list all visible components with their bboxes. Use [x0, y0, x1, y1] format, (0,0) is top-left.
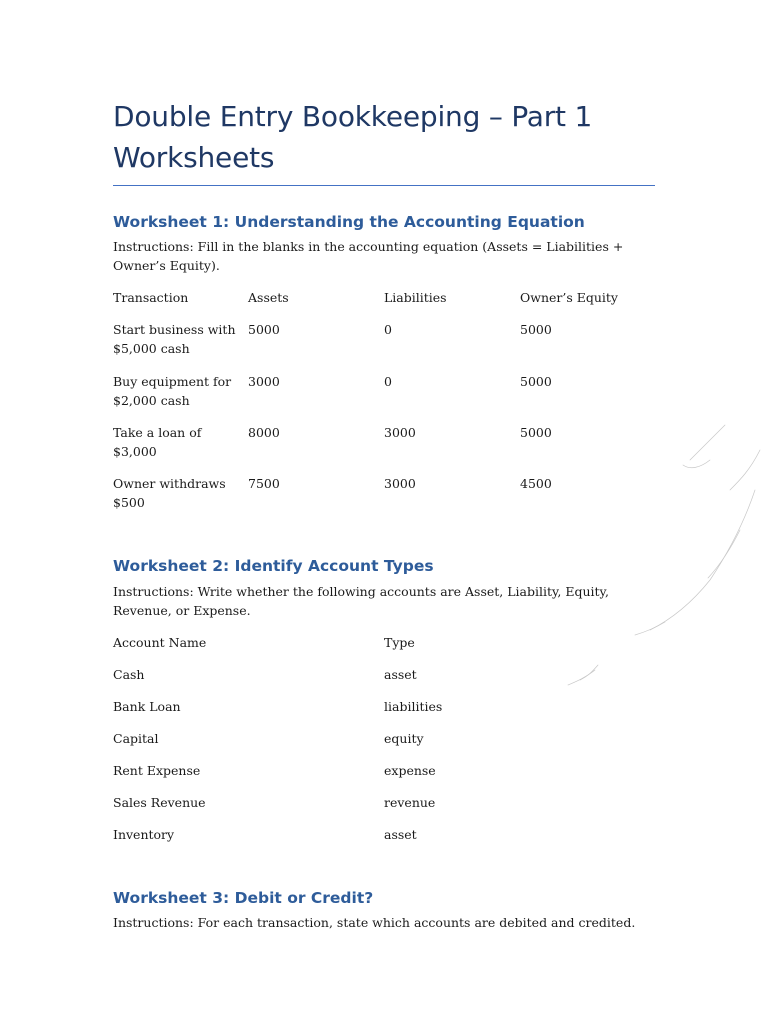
account-name-cell: Cash	[113, 667, 145, 682]
column-header-account-name: Account Name	[113, 635, 207, 650]
account-name-cell: Inventory	[113, 827, 175, 842]
scribble-stroke	[650, 490, 755, 630]
worksheet3-instructions: Instructions: For each transaction, state which accounts are debited and credited.	[113, 915, 636, 930]
worksheet2-heading: Worksheet 2: Identify Account Types	[113, 557, 434, 575]
worksheet3-heading: Worksheet 3: Debit or Credit?	[113, 889, 374, 907]
account-name-cell: Rent Expense	[113, 763, 201, 778]
account-name-cell: Sales Revenue	[113, 795, 206, 810]
transaction-cell: Take a loan of $3,000	[113, 425, 202, 459]
assets-cell: 7500	[248, 476, 280, 491]
account-type-cell: liabilities	[384, 699, 443, 714]
pencil-scribble-marks	[560, 410, 768, 700]
document-title: Double Entry Bookkeeping – Part 1 Worksheets	[113, 100, 593, 174]
account-type-cell: expense	[384, 763, 436, 778]
scribble-stroke	[730, 450, 760, 490]
account-type-cell: equity	[384, 731, 424, 746]
account-name-cell: Capital	[113, 731, 159, 746]
transaction-cell: Buy equipment for $2,000 cash	[113, 374, 232, 408]
account-type-cell: revenue	[384, 795, 436, 810]
assets-cell: 8000	[248, 425, 280, 440]
column-header-owners-equity: Owner’s Equity	[520, 290, 618, 305]
title-divider	[113, 185, 655, 186]
scribble-stroke	[635, 622, 665, 635]
column-header-transaction: Transaction	[113, 290, 189, 305]
equity-cell: 4500	[520, 476, 552, 491]
scribble-stroke	[690, 425, 725, 460]
account-type-cell: asset	[384, 827, 417, 842]
account-type-cell: asset	[384, 667, 417, 682]
column-header-liabilities: Liabilities	[384, 290, 447, 305]
scribble-stroke	[708, 530, 740, 578]
column-header-assets: Assets	[248, 290, 289, 305]
document-page	[113, 96, 655, 930]
assets-cell: 3000	[248, 374, 280, 389]
liabilities-cell: 0	[384, 322, 392, 337]
equity-cell: 5000	[520, 374, 552, 389]
account-name-cell: Bank Loan	[113, 699, 181, 714]
worksheet1-heading: Worksheet 1: Understanding the Accounting Equation	[113, 213, 585, 231]
equity-cell: 5000	[520, 322, 552, 337]
liabilities-cell: 3000	[384, 425, 416, 440]
equity-cell: 5000	[520, 425, 552, 440]
transaction-cell: Start business with $5,000 cash	[113, 322, 236, 356]
column-header-type: Type	[384, 635, 415, 650]
worksheet1-instructions: Instructions: Fill in the blanks in the accounting equation (Assets = Liabilities + Owner’s Equity).	[113, 239, 624, 273]
transaction-cell: Owner withdraws $500	[113, 476, 226, 510]
liabilities-cell: 0	[384, 374, 392, 389]
scribble-stroke	[683, 460, 710, 468]
liabilities-cell: 3000	[384, 476, 416, 491]
worksheet2-instructions: Instructions: Write whether the following accounts are Asset, Liability, Equity, Revenue, or Expense.	[113, 584, 609, 618]
assets-cell: 5000	[248, 322, 280, 337]
